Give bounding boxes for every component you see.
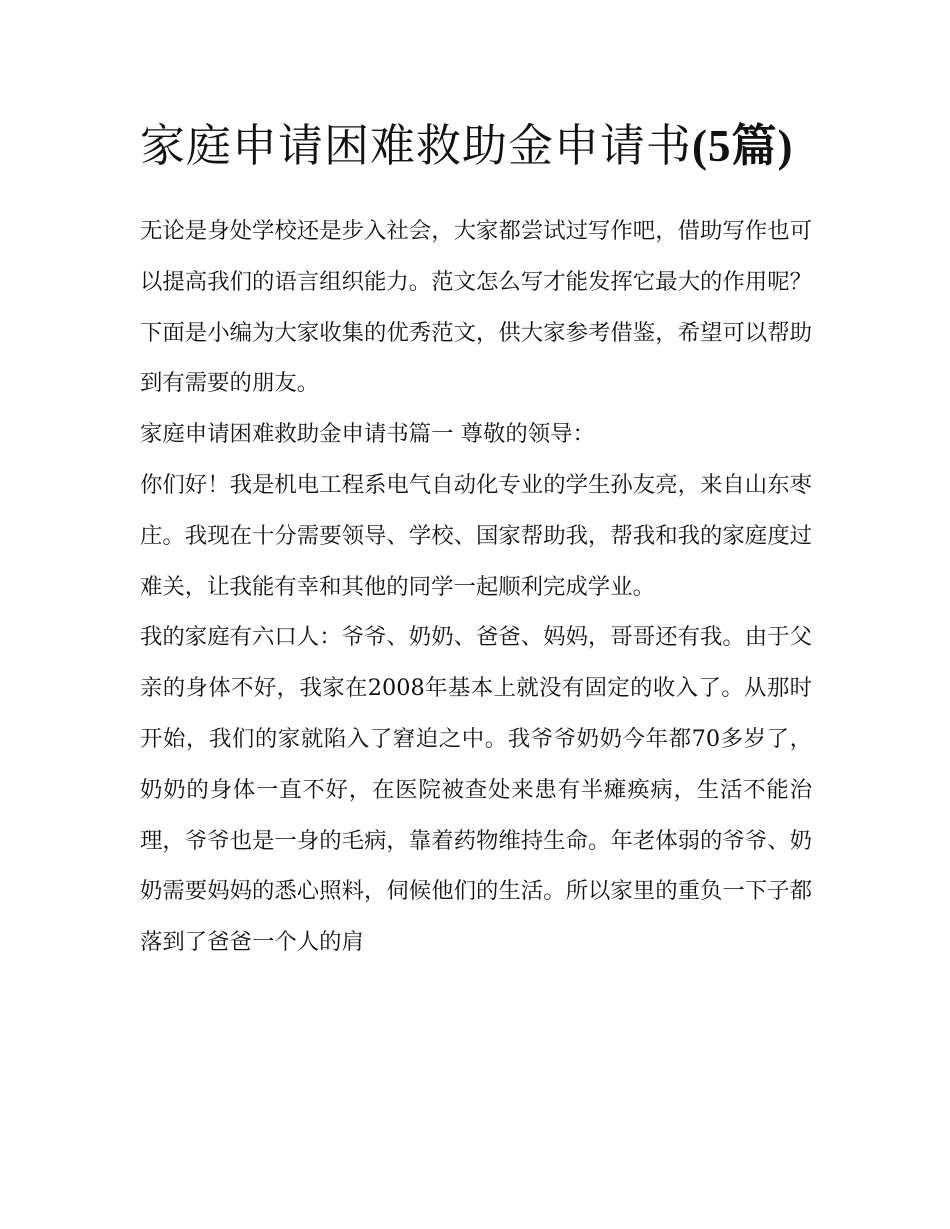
document-page <box>140 112 812 968</box>
family-paragraph: 我的家庭有六口人：爷爷、奶奶、爸爸、妈妈，哥哥还有我。由于父亲的身体不好，我家在2008年基本上就没有固定的收入了。从那时开始，我们的家就陷入了窘迫之中。我爷爷奶奶今年都70多岁了，奶奶的身体一直不好，在医院被查处来患有半瘫痪病，生活不能治理，爷爷也是一身的毛病，靠着药物维持生命。年老体弱的爷爷、奶奶需要妈妈的悉心照料，伺候他们的生活。所以家里的重负一下子都落到了爸爸一个人的肩 <box>140 624 812 956</box>
title-suffix: (5篇) <box>692 121 794 171</box>
section-heading-paragraph: 家庭申请困难救助金申请书篇一 尊敬的领导： <box>140 421 595 448</box>
title-main: 家庭申请困难救助金申请书 <box>140 119 693 172</box>
document-title <box>140 112 812 180</box>
greeting-paragraph: 你们好！我是机电工程系电气自动化专业的学生孙友亮，来自山东枣庄。我现在十分需要领导、学校、国家帮助我，帮我和我的家庭度过难关，让我能有幸和其他的同学一起顺利完成学业。 <box>140 471 812 600</box>
intro-paragraph: 无论是身处学校还是步入社会，大家都尝试过写作吧，借助写作也可以提高我们的语言组织能力。范文怎么写才能发挥它最大的作用呢？下面是小编为大家收集的优秀范文，供大家参考借鉴，希望可以帮助到有需要的朋友。 <box>140 218 812 397</box>
